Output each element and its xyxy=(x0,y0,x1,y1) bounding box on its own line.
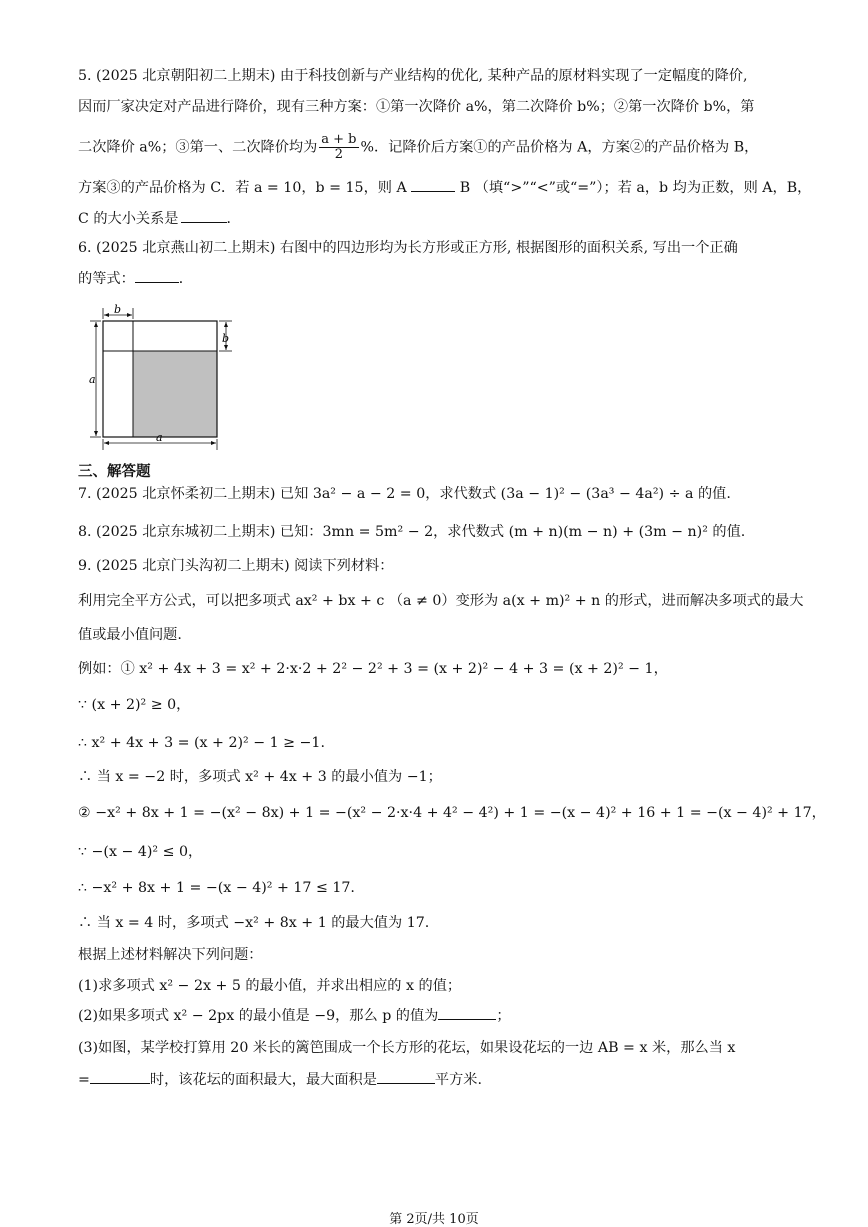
q9-line-9: ∵ −(x − 4)² ≤ 0， xyxy=(78,844,203,860)
q5-fraction-denominator: 2 xyxy=(334,147,344,162)
q6-arrowhead xyxy=(127,313,132,317)
q9-part-2-answer-blank[interactable] xyxy=(438,1019,496,1020)
q6-arrowhead xyxy=(211,441,216,445)
q6-line-2a: 的等式： xyxy=(78,271,135,287)
q9-part-1: (1)求多项式 x² − 2x + 5 的最小值，并求出相应的 x 的值； xyxy=(78,978,462,994)
q6-arrowhead xyxy=(224,345,228,350)
q9-part-3d: 平方米. xyxy=(434,1072,482,1088)
q9-line-12: 根据上述材料解决下列问题： xyxy=(78,947,263,963)
q6-arrowhead xyxy=(94,322,98,327)
q5-line-4 xyxy=(78,178,812,198)
q5-answer-blank-2[interactable] xyxy=(181,222,227,223)
q6-arrowhead xyxy=(104,441,109,445)
q9-line-3: 值或最小值问题. xyxy=(78,627,182,643)
q5-line-4a: 方案③的产品价格为 C．若 a = 10，b = 15，则 A xyxy=(78,180,407,196)
q9-line-8: ② −x² + 8x + 1 = −(x² − 8x) + 1 = −(x² − 2·x·4 + 4² − 4²) + 1 = −(x − 4)² + 16 + 1 = −(x − 4)² + 17， xyxy=(78,805,826,821)
q9-part-3c: 时，该花坛的面积最大，最大面积是 xyxy=(149,1072,377,1088)
q9-part-3-line-2 xyxy=(78,1070,798,1090)
q5-line-2: 因而厂家决定对产品进行降价，现有三种方案：①第一次降价 a%，第二次降价 b%；②第一次降价 b%，第 xyxy=(78,99,755,115)
q6-label-a-left: a xyxy=(89,373,96,386)
q6-square-figure xyxy=(86,303,236,453)
q9-line-5: ∵ (x + 2)² ≥ 0， xyxy=(78,697,191,713)
q9-part-3-answer-blank-1[interactable] xyxy=(90,1083,150,1084)
q9-line-10: ∴ −x² + 8x + 1 = −(x − 4)² + 17 ≤ 17. xyxy=(78,880,355,896)
q9-line-2: 利用完全平方公式，可以把多项式 ax² + bx + c （a ≠ 0）变形为 a(x + m)² + n 的形式，进而解决多项式的最大 xyxy=(78,593,804,609)
q8-text: 8. (2025 北京东城初二上期末) 已知：3mn = 5m² − 2，求代数式 (m + n)(m − n) + (3m − n)² 的值. xyxy=(78,524,746,540)
q6-label-b-right: b xyxy=(222,332,230,345)
q5-fraction xyxy=(319,133,358,162)
q6-line-1: 6. (2025 北京燕山初二上期末) 右图中的四边形均为长方形或正方形, 根据图形的面积关系, 写出一个正确 xyxy=(78,240,738,256)
q5-line-5a: C 的大小关系是 xyxy=(78,211,179,227)
q6-shaded-square xyxy=(133,351,217,437)
q7-text: 7. (2025 北京怀柔初二上期末) 已知 3a² − a − 2 = 0，求代数式 (3a − 1)² − (3a³ − 4a²) ÷ a 的值. xyxy=(78,486,731,502)
q9-part-2 xyxy=(78,1006,798,1026)
q5-line-1: 5. (2025 北京朝阳初二上期末) 由于科技创新与产业结构的优化, 某种产品的原材料实现了一定幅度的降价, xyxy=(78,68,748,84)
q6-arrowhead xyxy=(224,322,228,327)
q9-line-1: 9. (2025 北京门头沟初二上期末) 阅读下列材料： xyxy=(78,558,394,574)
q6-label-b-top: b xyxy=(114,303,122,316)
q5-line-5b: ． xyxy=(226,211,241,227)
q9-part-3-answer-blank-2[interactable] xyxy=(377,1083,435,1084)
q6-arrowhead xyxy=(104,313,109,317)
q5-line-3a: 二次降价 a%；③第一、二次降价均为 xyxy=(78,139,318,156)
q9-line-7: ∴ 当 x = −2 时，多项式 x² + 4x + 3 的最小值为 −1； xyxy=(78,769,442,785)
q6-arrowhead xyxy=(94,431,98,436)
q5-line-3 xyxy=(78,133,798,162)
q9-line-11: ∴ 当 x = 4 时，多项式 −x² + 8x + 1 的最大值为 17. xyxy=(78,915,430,931)
q5-line-3b: %．记降价后方案①的产品价格为 A，方案②的产品价格为 B， xyxy=(360,139,759,156)
q9-line-6: ∴ x² + 4x + 3 = (x + 2)² − 1 ≥ −1. xyxy=(78,735,325,751)
q6-label-a-bottom: a xyxy=(156,431,163,444)
q9-part-3b: = xyxy=(78,1072,90,1088)
page-footer: 第 2页/共 10页 xyxy=(389,1212,479,1227)
q6-line-2 xyxy=(78,269,798,289)
q5-answer-blank-1[interactable] xyxy=(411,191,455,192)
q9-line-4: 例如：① x² + 4x + 3 = x² + 2·x·2 + 2² − 2² + 3 = (x + 2)² − 4 + 3 = (x + 2)² − 1， xyxy=(78,661,668,677)
q5-line-4b: B （填“>”“<”或“=”）；若 a，b 均为正数，则 A，B， xyxy=(459,180,812,196)
q9-part-2b: ； xyxy=(496,1008,511,1024)
section-heading: 三、解答题 xyxy=(78,464,151,480)
q9-part-2a: (2)如果多项式 x² − 2px 的最小值是 −9，那么 p 的值为 xyxy=(78,1008,439,1024)
q5-fraction-numerator: a + b xyxy=(321,132,357,147)
q6-answer-blank[interactable] xyxy=(135,282,179,283)
q6-line-2b: ． xyxy=(178,271,193,287)
q9-part-3-line-1: (3)如图，某学校打算用 20 米长的篱笆围成一个长方形的花坛，如果设花坛的一边 AB = x 米，那么当 x xyxy=(78,1040,736,1056)
q5-line-5 xyxy=(78,209,798,229)
